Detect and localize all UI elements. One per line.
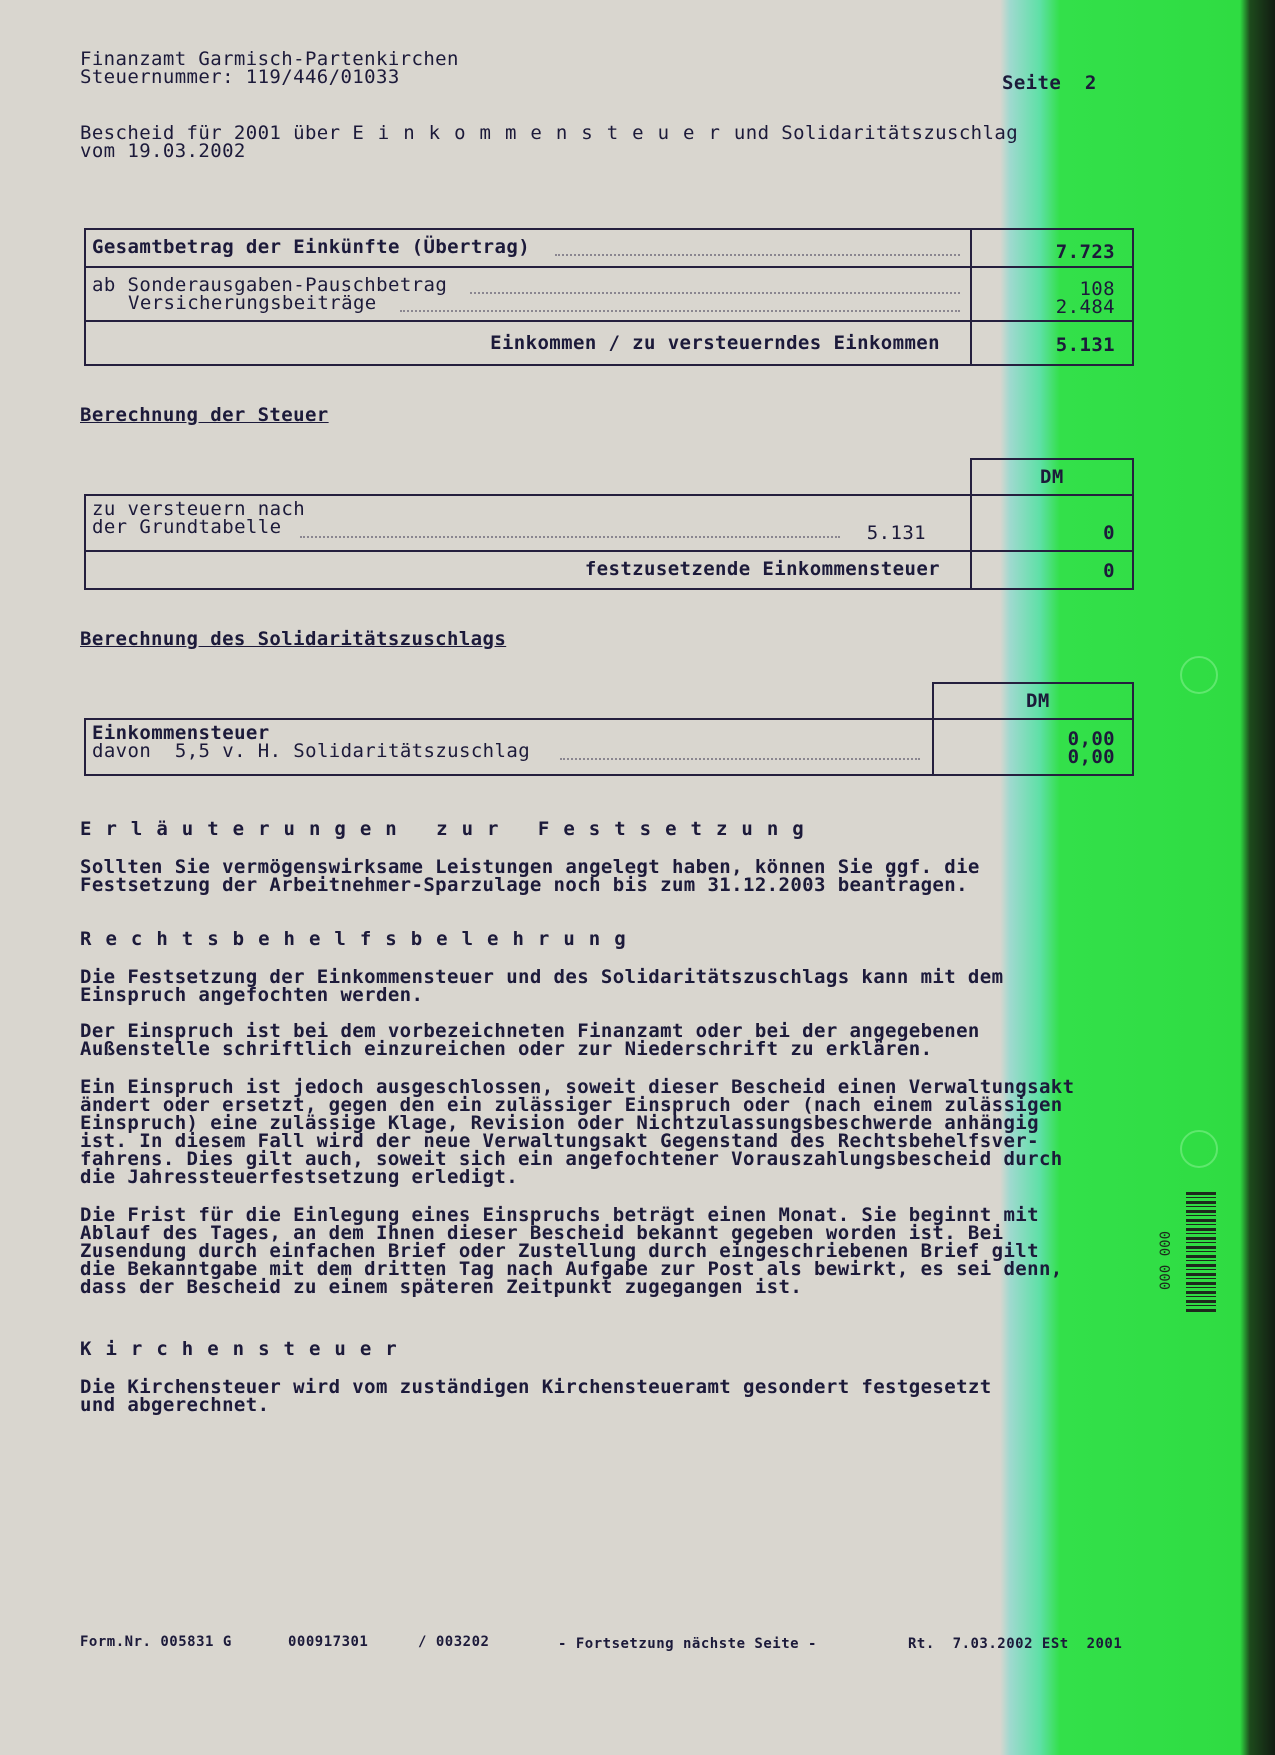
footer-reference: Rt. 7.03.2002 ESt 2001: [908, 1636, 1123, 1652]
explanations-line-2: Festsetzung der Arbeitnehmer-Sparzulage noch bis zum 31.12.2003 beantragen.: [80, 874, 968, 896]
income-row2-label: ab Sonderausgaben-Pauschbetrag: [92, 274, 448, 296]
legal-p4-line-1: Die Frist für die Einlegung eines Einspruchs beträgt einen Monat. Sie beginnt mit: [80, 1204, 1039, 1226]
soli-calc-heading: Berechnung des Solidaritätszuschlags: [80, 628, 507, 650]
legal-p3-line-3: Einspruch) eine zulässige Klage, Revision oder Nichtzulassungsbeschwerde anhängig: [80, 1112, 1039, 1134]
legal-p3-line-4: ist. In diesem Fall wird der neue Verwaltungsakt Gegenstand des Rechtsbehelfsver-: [80, 1130, 1039, 1152]
tax-row-amount: 5.131: [866, 522, 926, 544]
barcode-number: 000 000: [1158, 1230, 1174, 1290]
tax-number: Steuernummer: 119/446/01033: [80, 66, 400, 88]
punch-hole-bottom: [1180, 1130, 1218, 1168]
income-total-label: Einkommen / zu versteuerndes Einkommen: [490, 332, 940, 354]
legal-p3-line-5: fahrens. Dies gilt auch, soweit sich ein angefochtener Vorauszahlungsbescheid durch: [80, 1148, 1063, 1170]
barcode: [1186, 1192, 1216, 1314]
church-tax-line-2: und abgerechnet.: [80, 1394, 270, 1416]
tax-total-value: 0: [1103, 560, 1115, 582]
soli-currency: DM: [1026, 690, 1050, 712]
soli-row2-label: davon 5,5 v. H. Solidaritätszuschlag: [92, 740, 531, 762]
page-number: Seite 2: [1002, 72, 1097, 94]
tax-row-label-1: zu versteuern nach: [92, 498, 306, 520]
explanations-heading: Erläuterungen zur Festsetzung: [80, 818, 818, 840]
footer-continuation: - Fortsetzung nächste Seite -: [558, 1636, 817, 1652]
title-prefix: Bescheid für 2001 über: [80, 122, 341, 144]
title-suffix: und Solidaritätszuschlag: [733, 122, 1019, 144]
tax-total-label: festzusetzende Einkommensteuer: [584, 558, 940, 580]
legal-p3-line-2: ändert oder ersetzt, gegen den ein zulässiger Einspruch oder (nach einem zulässigen: [80, 1094, 1063, 1116]
legal-p4-line-5: dass der Bescheid zu einem späteren Zeitpunkt zugegangen ist.: [80, 1276, 803, 1298]
tax-row-label-2: der Grundtabelle: [92, 516, 282, 538]
assessment-date: vom 19.03.2002: [80, 140, 246, 162]
legal-p2-line-2: Außenstelle schriftlich einzureichen oder zur Niederschrift zu erklären.: [80, 1038, 933, 1060]
footer-form-number: Form.Nr. 005831 G: [80, 1634, 232, 1650]
legal-p2-line-1: Der Einspruch ist bei dem vorbezeichneten Finanzamt oder bei der angegebenen: [80, 1020, 980, 1042]
footer-number-1: 000917301: [288, 1634, 369, 1650]
church-tax-heading: Kirchensteuer: [80, 1338, 411, 1360]
legal-p4-line-2: Ablauf des Tages, an dem Ihnen dieser Bescheid bekannt gegeben worden ist. Bei: [80, 1222, 1004, 1244]
legal-p3-line-6: die Jahressteuerfestsetzung erledigt.: [80, 1166, 519, 1188]
punch-hole-top: [1180, 656, 1218, 694]
title-spaced-word: Einkommensteuer: [352, 122, 734, 144]
income-row1-value: 7.723: [1055, 241, 1115, 263]
church-tax-line-1: Die Kirchensteuer wird vom zuständigen Kirchensteueramt gesondert festgesetzt: [80, 1376, 992, 1398]
legal-p1-line-1: Die Festsetzung der Einkommensteuer und des Solidaritätszuschlags kann mit dem: [80, 966, 1004, 988]
income-total-value: 5.131: [1055, 334, 1115, 356]
tax-row-value: 0: [1103, 522, 1115, 544]
income-row3-label: Versicherungsbeiträge: [128, 292, 377, 314]
tax-calc-heading: Berechnung der Steuer: [80, 404, 329, 426]
footer-number-2: / 003202: [418, 1634, 490, 1650]
tax-office-name: Finanzamt Garmisch-Partenkirchen: [80, 48, 459, 70]
legal-heading: Rechtsbehelfsbelehrung: [80, 928, 640, 950]
legal-p1-line-2: Einspruch angefochten werden.: [80, 984, 424, 1006]
soli-row2-value: 0,00: [1067, 746, 1115, 768]
legal-p4-line-4: die Bekanntgabe mit dem dritten Tag nach Aufgabe zur Post als bewirkt, es sei denn,: [80, 1258, 1063, 1280]
soli-row1-label: Einkommensteuer: [92, 722, 270, 744]
explanations-line-1: Sollten Sie vermögenswirksame Leistungen angelegt haben, können Sie ggf. die: [80, 856, 980, 878]
income-row3-value: 2.484: [1055, 296, 1115, 318]
legal-p4-line-3: Zusendung durch einfachen Brief oder Zustellung durch eingeschriebenen Brief gilt: [80, 1240, 1039, 1262]
income-row1-label: Gesamtbetrag der Einkünfte (Übertrag): [92, 236, 531, 258]
soli-row1-value: 0,00: [1067, 728, 1115, 750]
income-row2-value: 108: [1079, 278, 1115, 300]
legal-p3-line-1: Ein Einspruch ist jedoch ausgeschlossen, soweit dieser Bescheid einen Verwaltungsakt: [80, 1076, 1075, 1098]
tax-currency: DM: [1040, 466, 1064, 488]
